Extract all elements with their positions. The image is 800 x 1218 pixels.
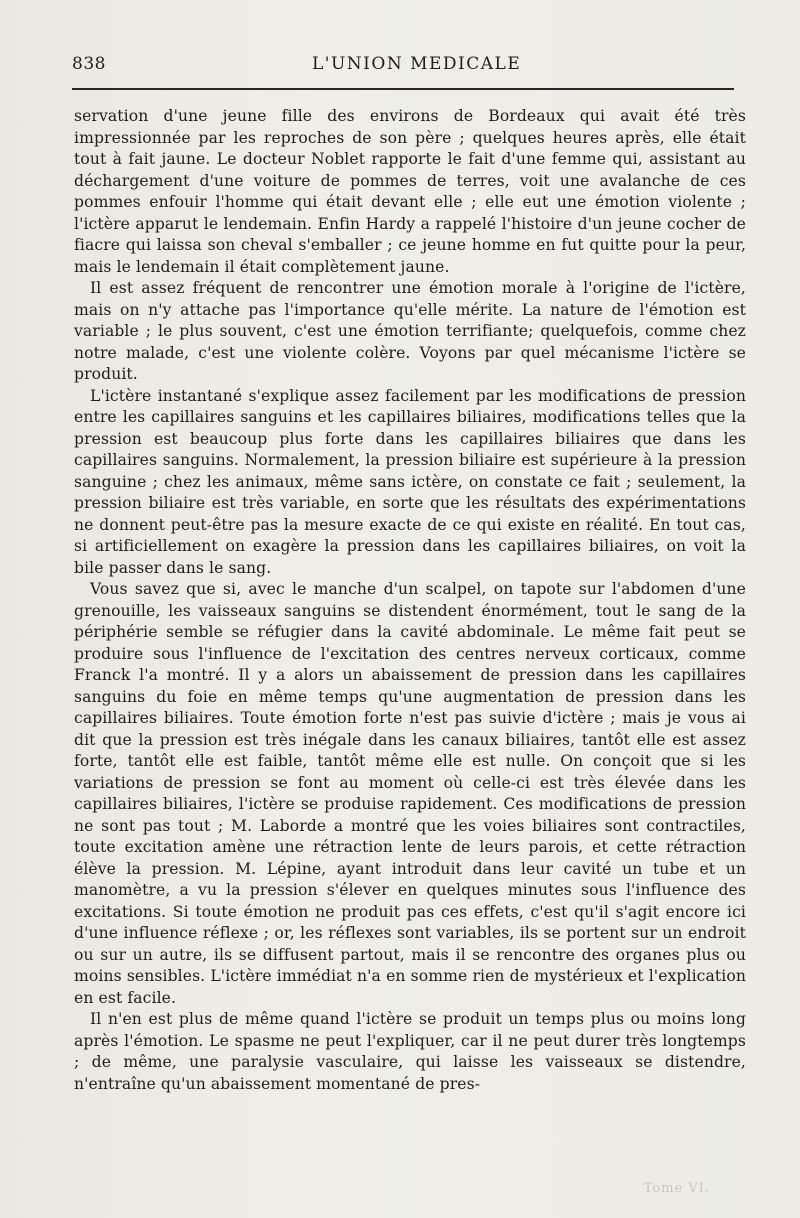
- paragraph-3: L'ictère instantané s'explique assez facilement par les modifications de pression entre les capillaires sanguins et les capillaires biliaires, modifications telles que la pression est beaucoup plus forte dans les capillaires biliaires que dans les capillaires sanguins. Normalement, la pression biliaire est supérieure à la pression sanguine ; chez les animaux, même sans ictère, on constate ce fait ; seulement, la pression biliaire est très variable, en sorte que les résultats des expérimentations ne donnent peut-être pas la mesure exacte de ce qui existe en réalité. En tout cas, si artificiellement on exagère la pression dans les capillaires biliaires, on voit la bile passer dans le sang.: [74, 386, 746, 577]
- running-title: L'UNION MEDICALE: [312, 54, 522, 74]
- body-text: [74, 106, 746, 1095]
- page-header: [72, 54, 744, 84]
- paragraph-4: Vous savez que si, avec le manche d'un scalpel, on tapote sur l'abdomen d'une grenouille, les vaisseaux sanguins se distendent énormément, tout le sang de la périphérie semble se réfugier dans la cavité abdominale. Le même fait peut se produire sous l'influence de l'excitation des centres nerveux corticaux, comme Franck l'a montré. Il y a alors un abaissement de pression dans les capillaires sanguins du foie en même temps qu'une augmentation de pression dans les capillaires biliaires. Toute émotion forte n'est pas suivie d'ictère ; mais je vous ai dit que la pression est très inégale dans les canaux biliaires, tantôt elle est assez forte, tantôt elle est faible, tantôt même elle est nulle. On conçoit que si les variations de pression se font au moment où celle-ci est très élevée dans les capillaires biliaires, l'ictère se produise rapidement. Ces modifications de pression ne sont pas tout ; M. Laborde a montré que les voies biliaires sont contractiles, toute excitation amène une rétraction lente de leurs parois, et cette rétraction élève la pression. M. Lépine, ayant introduit dans leur cavité un tube et un manomètre, a vu la pression s'élever en quelques minutes sous l'influence des excitations. Si toute émotion ne produit pas ces effets, c'est qu'il s'agit encore ici d'une influence réflexe ; or, les réflexes sont variables, ils se portent sur un endroit ou sur un autre, ils se diffusent partout, mais il se rencontre des organes plus ou moins sensibles. L'ictère immédiat n'a en somme rien de mystérieux et l'explication en est facile.: [74, 580, 746, 1007]
- header-rule: [72, 88, 734, 90]
- paragraph-5: Il n'en est plus de même quand l'ictère se produit un temps plus ou moins long après l'émotion. Le spasme ne peut l'expliquer, car il ne peut durer très longtemps ; de même, une paralysie vasculaire, qui laisse les vaisseaux se distendre, n'entraîne qu'un abaissement momentané de pres-: [74, 1010, 746, 1093]
- paragraph-2: Il est assez fréquent de rencontrer une émotion morale à l'origine de l'ictère, mais on n'y attache pas l'importance qu'elle mérite. La nature de l'émotion est variable ; le plus souvent, c'est une émotion terrifiante; quelquefois, comme chez notre malade, c'est une violente colère. Voyons par quel mécanisme l'ictère se produit.: [74, 279, 746, 383]
- page-number: 838: [72, 54, 106, 74]
- faint-footer-mark: Tome VI.: [643, 1181, 710, 1196]
- paragraph-1: servation d'une jeune fille des environs de Bordeaux qui avait été très impressionnée par les reproches de son père ; quelques heures après, elle était tout à fait jaune. Le docteur Noblet rapporte le fait d'une femme qui, assistant au déchargement d'une voiture de pommes de terres, voit une avalanche de ces pommes enfouir l'homme qui était devant elle ; elle eut une émotion violente ; l'ictère apparut le lendemain. Enfin Hardy a rappelé l'histoire d'un jeune cocher de fiacre qui laissa son cheval s'emballer ; ce jeune homme en fut quitte pour la peur, mais le lendemain il était complètement jaune.: [74, 107, 746, 276]
